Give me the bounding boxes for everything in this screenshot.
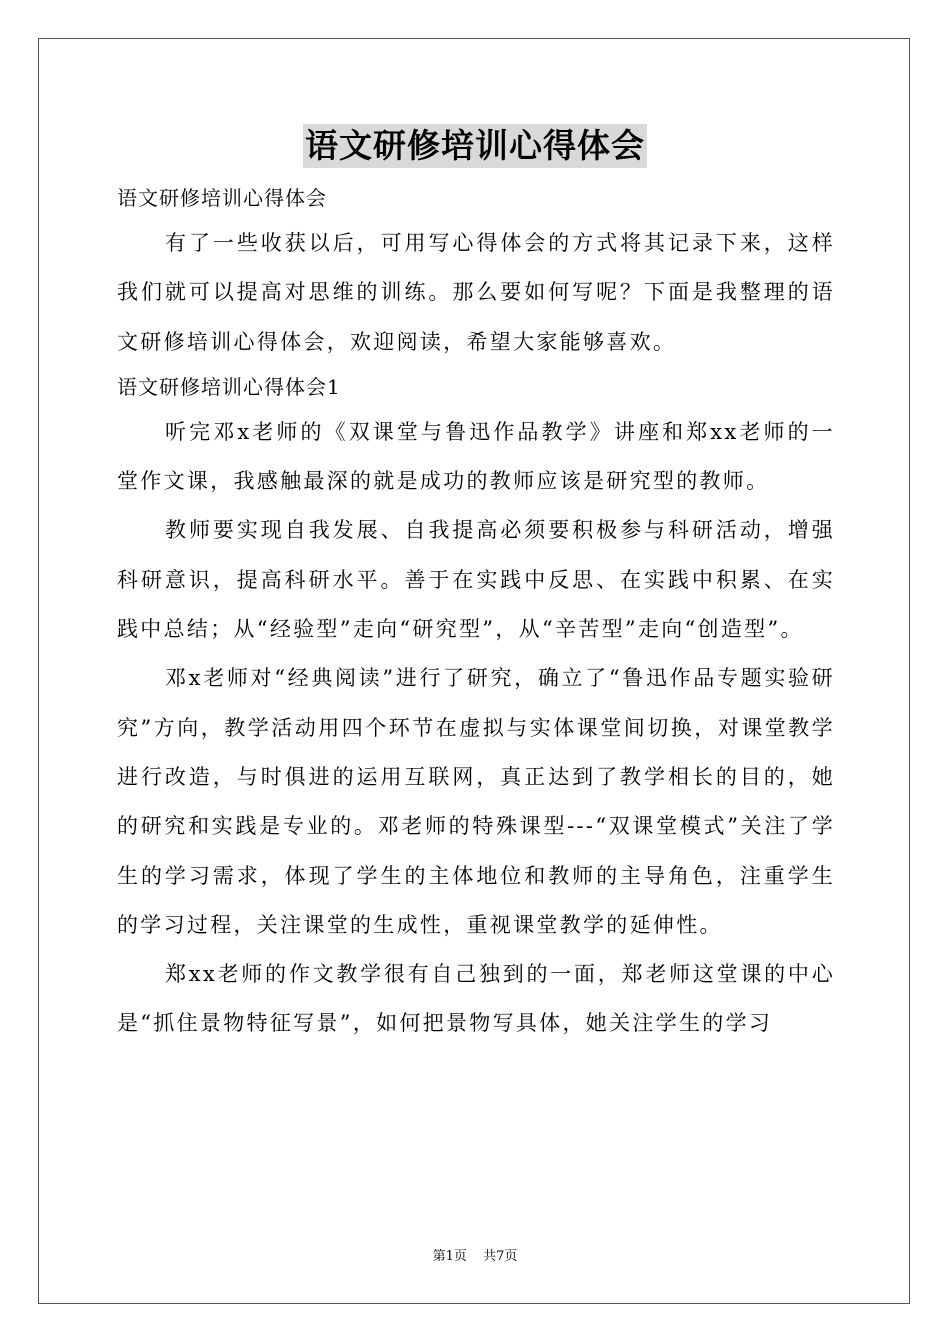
document-title: 语文研修培训心得体会 xyxy=(303,124,647,168)
page-total: 共7页 xyxy=(483,1249,518,1264)
title-container xyxy=(0,124,950,168)
document-subtitle: 语文研修培训心得体会 xyxy=(117,186,327,210)
document-body xyxy=(117,178,835,1049)
body-paragraph: 邓x老师对“经典阅读”进行了研究，确立了“鲁迅作品专题实验研究”方向，教学活动用四个环节在虚拟与实体课堂间切换，对课堂教学进行改造，与时俱进的运用互联网，真正达到了教学相长的目的，她的研究和实践是专业的。邓老师的特殊课型---“双课堂模式”关注了学生的学习需求，体现了学生的主体地位和教师的主导角色，注重学生的学习过程，关注课堂的生成性，重视课堂教学的延伸性。 xyxy=(117,666,835,937)
page-footer xyxy=(0,1248,950,1266)
body-paragraph: 听完邓x老师的《双课堂与鲁迅作品教学》讲座和郑xx老师的一堂作文课，我感触最深的就是成功的教师应该是研究型的教师。 xyxy=(117,419,835,494)
intro-paragraph: 有了一些收获以后，可用写心得体会的方式将其记录下来，这样我们就可以提高对思维的训练。那么要如何写呢？下面是我整理的语文研修培训心得体会，欢迎阅读，希望大家能够喜欢。 xyxy=(117,231,835,354)
body-paragraph: 教师要实现自我发展、自我提高必须要积极参与科研活动，增强科研意识，提高科研水平。善于在实践中反思、在实践中积累、在实践中总结；从“经验型”走向“研究型”，从“辛苦型”走向“创造型”。 xyxy=(117,518,835,642)
section-heading: 语文研修培训心得体会1 xyxy=(117,374,341,399)
body-paragraph: 郑xx老师的作文教学很有自己独到的一面，郑老师这堂课的中心是“抓住景物特征写景”，如何把景物写具体，她关注学生的学习 xyxy=(117,962,835,1036)
page-number: 第1页 xyxy=(432,1249,467,1264)
